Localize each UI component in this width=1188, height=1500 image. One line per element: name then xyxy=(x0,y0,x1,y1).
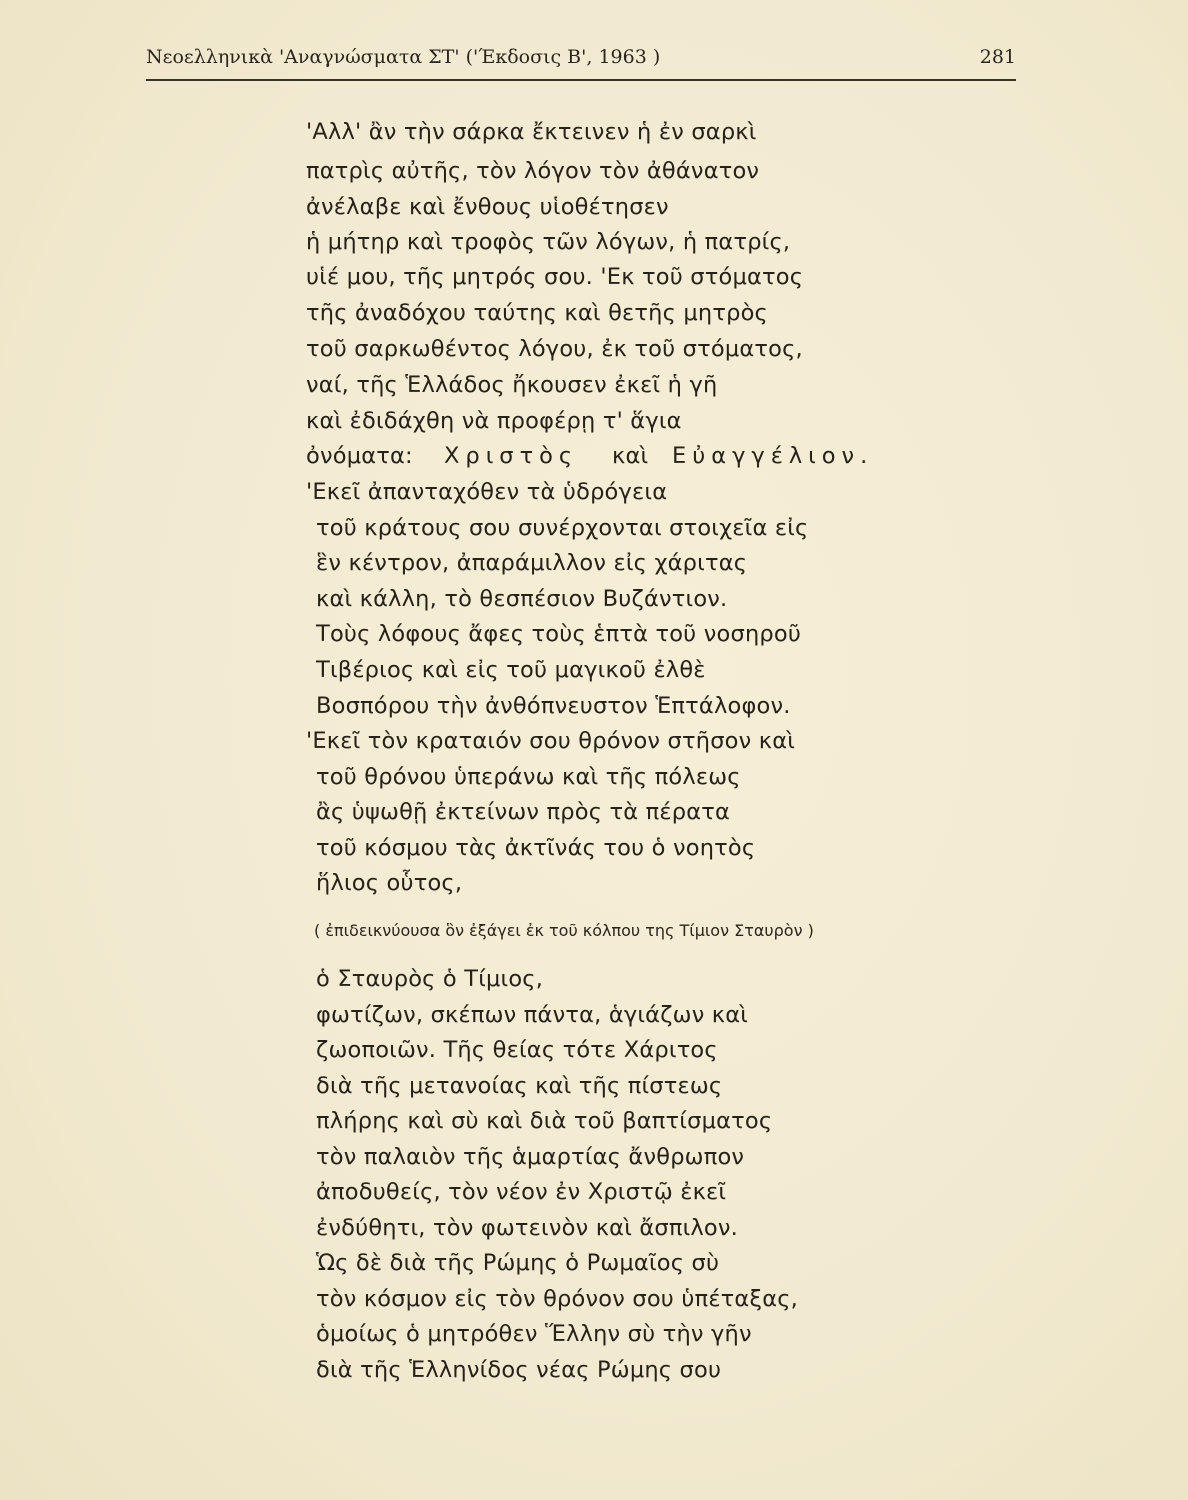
poem-line: καὶ xyxy=(612,443,649,469)
poem-line: Βοσπόρου τὴν ἀνθόπνευστον Ἑπτάλοφον. xyxy=(316,693,791,719)
poem-line: πατρὶς αὐτῆς, τὸν λόγον τὸν ἀθάνατον xyxy=(306,158,760,184)
poem-line: ἀποδυθείς, τὸν νέον ἐν Χριστῷ ἐκεῖ xyxy=(316,1179,727,1205)
header-title: Νεοελληνικὰ 'Αναγνώσματα ΣΤ' ('Έκδοσις Β', 1963 ) xyxy=(146,46,661,68)
poem-line: Τιβέριος καὶ εἰς τοῦ μαγικοῦ ἐλθὲ xyxy=(316,657,706,683)
poem-line: Ὡς δὲ διὰ τῆς Ρώμης ὁ Ρωμαῖος σὺ xyxy=(316,1250,720,1276)
poem-line: ὀνόματα: xyxy=(306,443,413,469)
poem-line: διὰ τῆς Ἑλληνίδος νέας Ρώμης σου xyxy=(316,1357,722,1383)
poem-line: διὰ τῆς μετανοίας καὶ τῆς πίστεως xyxy=(316,1073,723,1099)
poem-line: 'Εκεῖ τὸν κραταιόν σου θρόνον στῆσον καὶ xyxy=(306,728,796,754)
stage-direction: ( ἐπιδεικνύουσα ὃν ἐξάγει ἐκ τοῦ κόλπου της Τίμιον Σταυρὸν ) xyxy=(314,921,814,940)
poem-line: ὁμοίως ὁ μητρόθεν Ἕλλην σὺ τὴν γῆν xyxy=(316,1321,752,1347)
poem-line: 'Εκεῖ ἀπανταχόθεν τὰ ὑδρόγεια xyxy=(306,479,668,505)
poem-line: ναί, τῆς Ἑλλάδος ἤκουσεν ἐκεῖ ἡ γῆ xyxy=(306,372,718,398)
poem-line: καὶ κάλλη, τὸ θεσπέσιον Βυζάντιον. xyxy=(316,586,728,612)
poem-line-spaced: ὁ Σταυρὸς ὁ Τίμιος, xyxy=(316,966,544,992)
header-rule xyxy=(146,79,1016,81)
poem-line: υἱέ μου, τῆς μητρός σου. 'Εκ τοῦ στόματος xyxy=(306,264,804,290)
poem-line: τοῦ θρόνου ὑπεράνω καὶ τῆς πόλεως xyxy=(316,764,741,790)
poem-line: ζωοποιῶν. Τῆς θείας τότε Χάριτος xyxy=(316,1037,718,1063)
poem-line: πλήρης καὶ σὺ καὶ διὰ τοῦ βαπτίσματος xyxy=(316,1108,773,1134)
running-header xyxy=(146,40,1016,78)
poem-line: ἥλιος οὗτος, xyxy=(316,870,463,896)
poem-spaced-word: Χριστὸς xyxy=(444,443,579,469)
poem-line: τὸν παλαιὸν τῆς ἁμαρτίας ἄνθρωπον xyxy=(316,1144,745,1170)
poem-line: ἓν κέντρον, ἀπαράμιλλον εἰς χάριτας xyxy=(316,550,748,576)
poem-line: τὸν κόσμον εἰς τὸν θρόνον σου ὑπέταξας, xyxy=(316,1286,798,1312)
poem-line: ἂς ὑψωθῇ ἐκτείνων πρὸς τὰ πέρατα xyxy=(316,799,731,825)
poem-line: τοῦ κόσμου τὰς ἀκτῖνάς του ὁ νοητὸς xyxy=(316,835,756,861)
poem-spaced-word: Εὐαγγέλιον. xyxy=(672,443,874,469)
poem-line: τῆς ἀναδόχου ταύτης καὶ θετῆς μητρὸς xyxy=(306,300,768,326)
poem-line: Τοὺς λόφους ἄφες τοὺς ἑπτὰ τοῦ νοσηροῦ xyxy=(316,621,802,647)
poem-line: ἐνδύθητι, τὸν φωτεινὸν καὶ ἄσπιλον. xyxy=(316,1215,739,1241)
poem-line: φωτίζων, σκέπων πάντα, ἁγιάζων καὶ xyxy=(316,1002,749,1028)
poem-line: ἀνέλαβε καὶ ἔνθους υἱοθέτησεν xyxy=(306,194,669,220)
poem-line: ἡ μήτηρ καὶ τροφὸς τῶν λόγων, ἡ πατρίς, xyxy=(306,229,791,255)
poem-line: τοῦ σαρκωθέντος λόγου, ἐκ τοῦ στόματος, xyxy=(306,336,803,362)
poem-line: 'Αλλ' ἂν τὴν σάρκα ἔκτεινεν ἡ ἐν σαρκὶ xyxy=(306,119,757,145)
poem-line: τοῦ κράτους σου συνέρχονται στοιχεῖα εἰς xyxy=(316,515,809,541)
page-number: 281 xyxy=(979,46,1016,68)
poem-line: καὶ ἐδιδάχθη νὰ προφέρῃ τ' ἅγια xyxy=(306,408,682,434)
